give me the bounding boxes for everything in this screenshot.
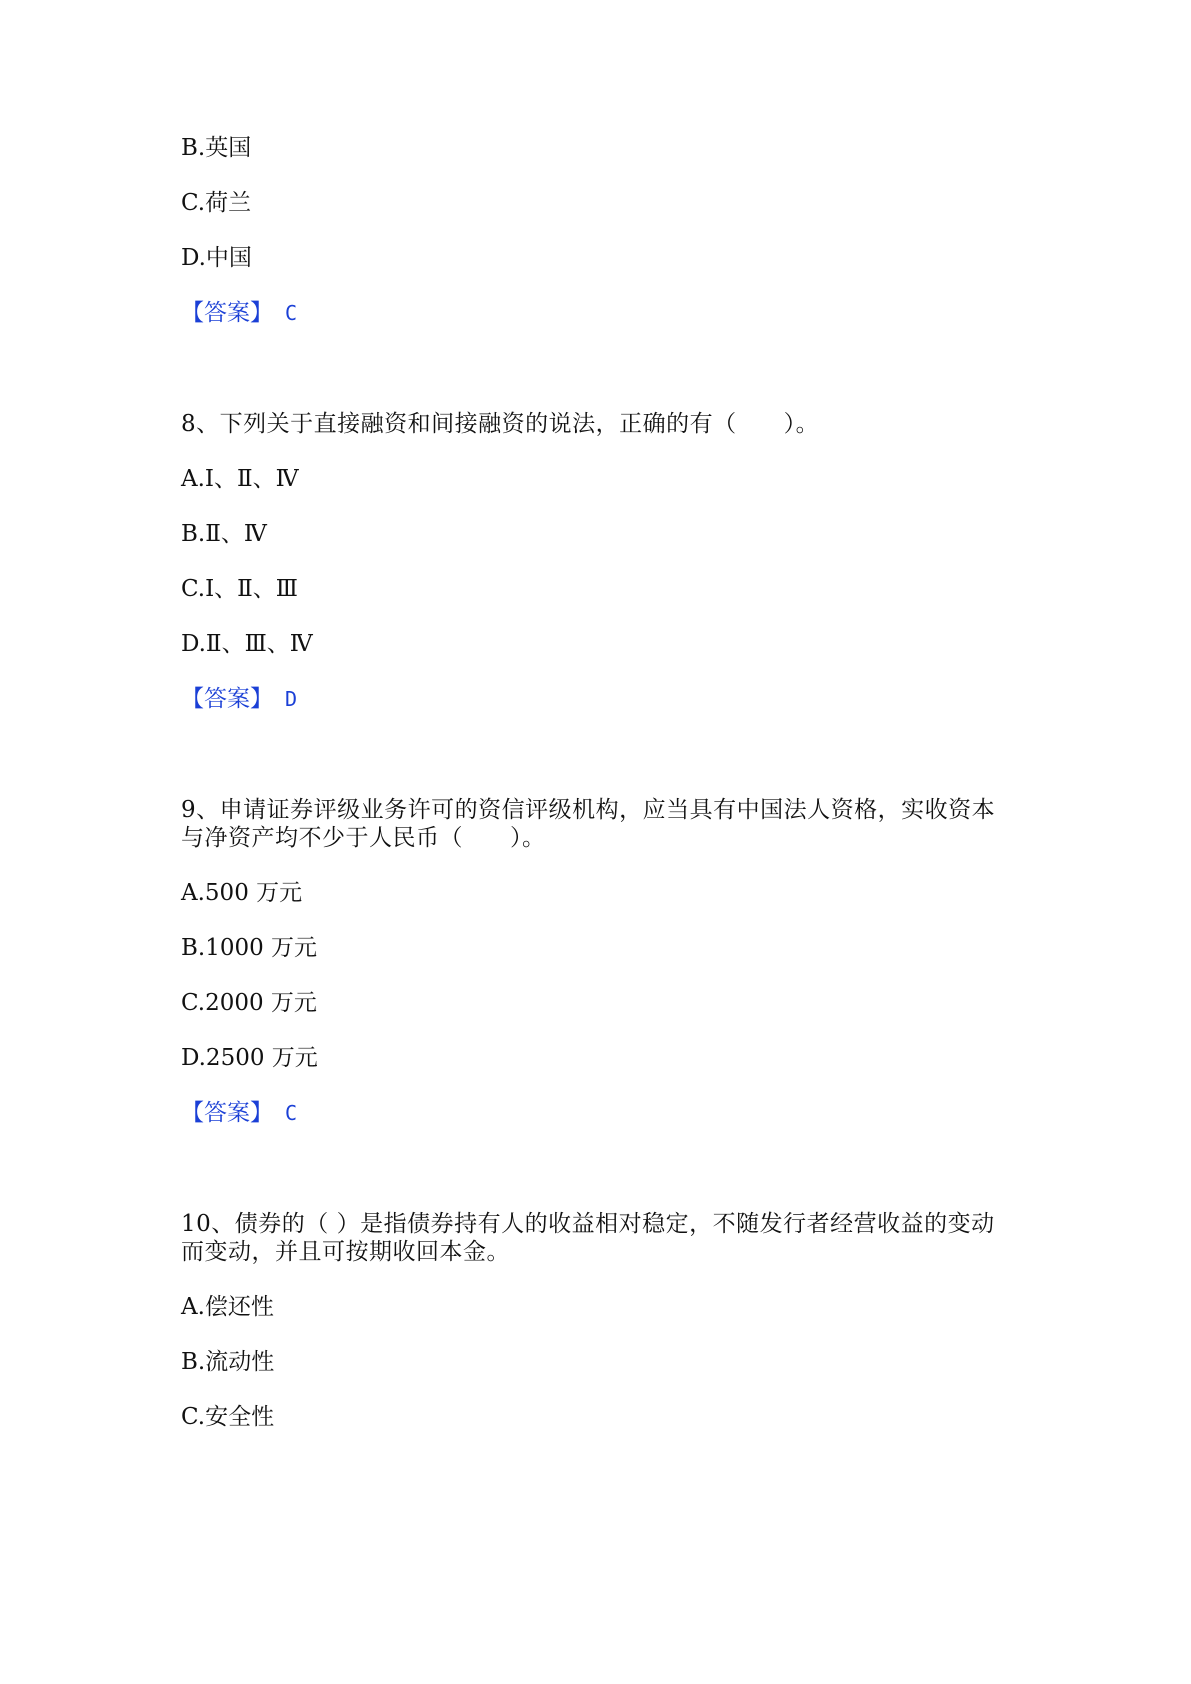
q7-option-b: B.英国 xyxy=(181,135,252,161)
q8-answer xyxy=(181,684,297,714)
q7-option-d: D.中国 xyxy=(181,245,252,271)
q10-question-line-1: 10、债券的（ ）是指债券持有人的收益相对稳定，不随发行者经营收益的变动 xyxy=(181,1211,995,1237)
q8-option-d: D.Ⅱ、Ⅲ、Ⅳ xyxy=(181,631,313,657)
q10-option-a: A.偿还性 xyxy=(181,1294,274,1320)
q9-option-a: A.500 万元 xyxy=(181,880,303,906)
q8-option-c: C.Ⅰ、Ⅱ、Ⅲ xyxy=(181,576,298,602)
q9-question-line-1: 9、申请证券评级业务许可的资信评级机构，应当具有中国法人资格，实收资本 xyxy=(181,797,996,823)
q8-question: 8、下列关于直接融资和间接融资的说法，正确的有（ ）。 xyxy=(181,411,820,437)
q8-option-b: B.Ⅱ、Ⅳ xyxy=(181,521,267,547)
answer-label: 【答案】 xyxy=(181,300,273,326)
q7-answer xyxy=(181,298,297,328)
q8-option-a: A.Ⅰ、Ⅱ、Ⅳ xyxy=(181,466,299,492)
answer-label: 【答案】 xyxy=(181,1100,273,1126)
answer-value: D xyxy=(285,687,298,711)
answer-label: 【答案】 xyxy=(181,686,273,712)
answer-value: C xyxy=(285,1101,298,1125)
answer-value: C xyxy=(285,301,298,325)
q7-option-c: C.荷兰 xyxy=(181,190,252,216)
q10-question-line-2: 而变动，并且可按期收回本金。 xyxy=(181,1239,510,1265)
q9-option-d: D.2500 万元 xyxy=(181,1045,318,1071)
q9-option-b: B.1000 万元 xyxy=(181,935,318,961)
q9-option-c: C.2000 万元 xyxy=(181,990,317,1016)
q10-option-b: B.流动性 xyxy=(181,1349,275,1375)
q10-option-c: C.安全性 xyxy=(181,1404,275,1430)
q9-answer xyxy=(181,1098,297,1128)
q9-question-line-2: 与净资产均不少于人民币（ ）。 xyxy=(181,825,546,851)
